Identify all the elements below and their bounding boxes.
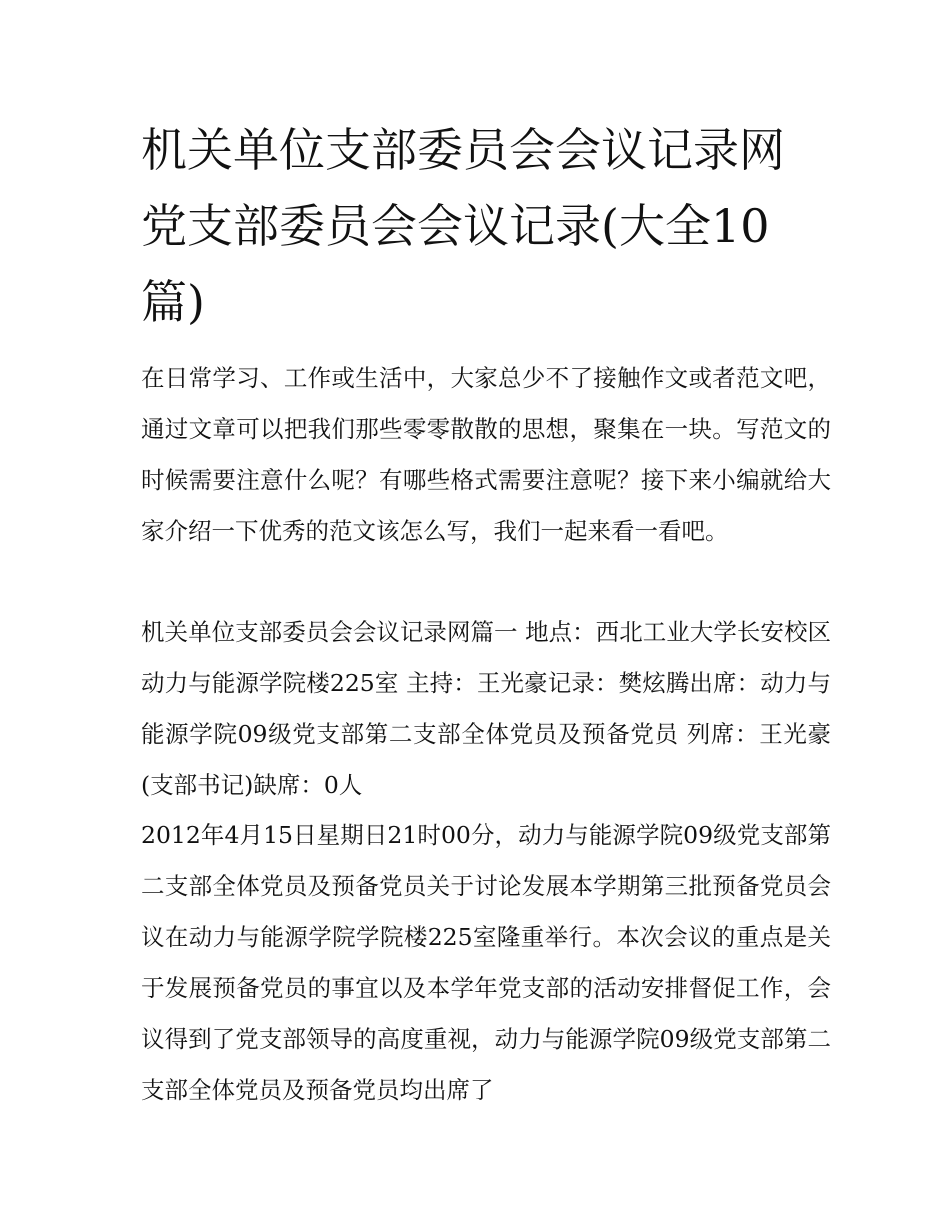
intro-paragraph: 在日常学习、工作或生活中，大家总少不了接触作文或者范文吧，通过文章可以把我们那些零零散散的思想，聚集在一块。写范文的时候需要注意什么呢？有哪些格式需要注意呢？接下来小编就给大家介绍一下优秀的范文该怎么写，我们一起来看一看吧。 <box>141 364 831 545</box>
document-title: 机关单位支部委员会会议记录网 党支部委员会会议记录(大全10篇) <box>141 123 785 329</box>
meeting-info-paragraph: 机关单位支部委员会会议记录网篇一 地点：西北工业大学长安校区动力与能源学院楼225室 主持：王光豪记录：樊炫腾出席：动力与能源学院09级党支部第二支部全体党员及预备党员 列席：王光豪(支部书记)缺席：0人 <box>141 618 831 799</box>
meeting-record-paragraph: 2012年4月15日星期日21时00分，动力与能源学院09级党支部第二支部全体党员及预备党员关于讨论发展本学期第三批预备党员会议在动力与能源学院学院楼225室隆重举行。本次会议的重点是关于发展预备党员的事宜以及本学年党支部的活动安排督促工作，会议得到了党支部领导的高度重视，动力与能源学院09级党支部第二支部全体党员及预备党员均出席了 <box>141 821 831 1104</box>
